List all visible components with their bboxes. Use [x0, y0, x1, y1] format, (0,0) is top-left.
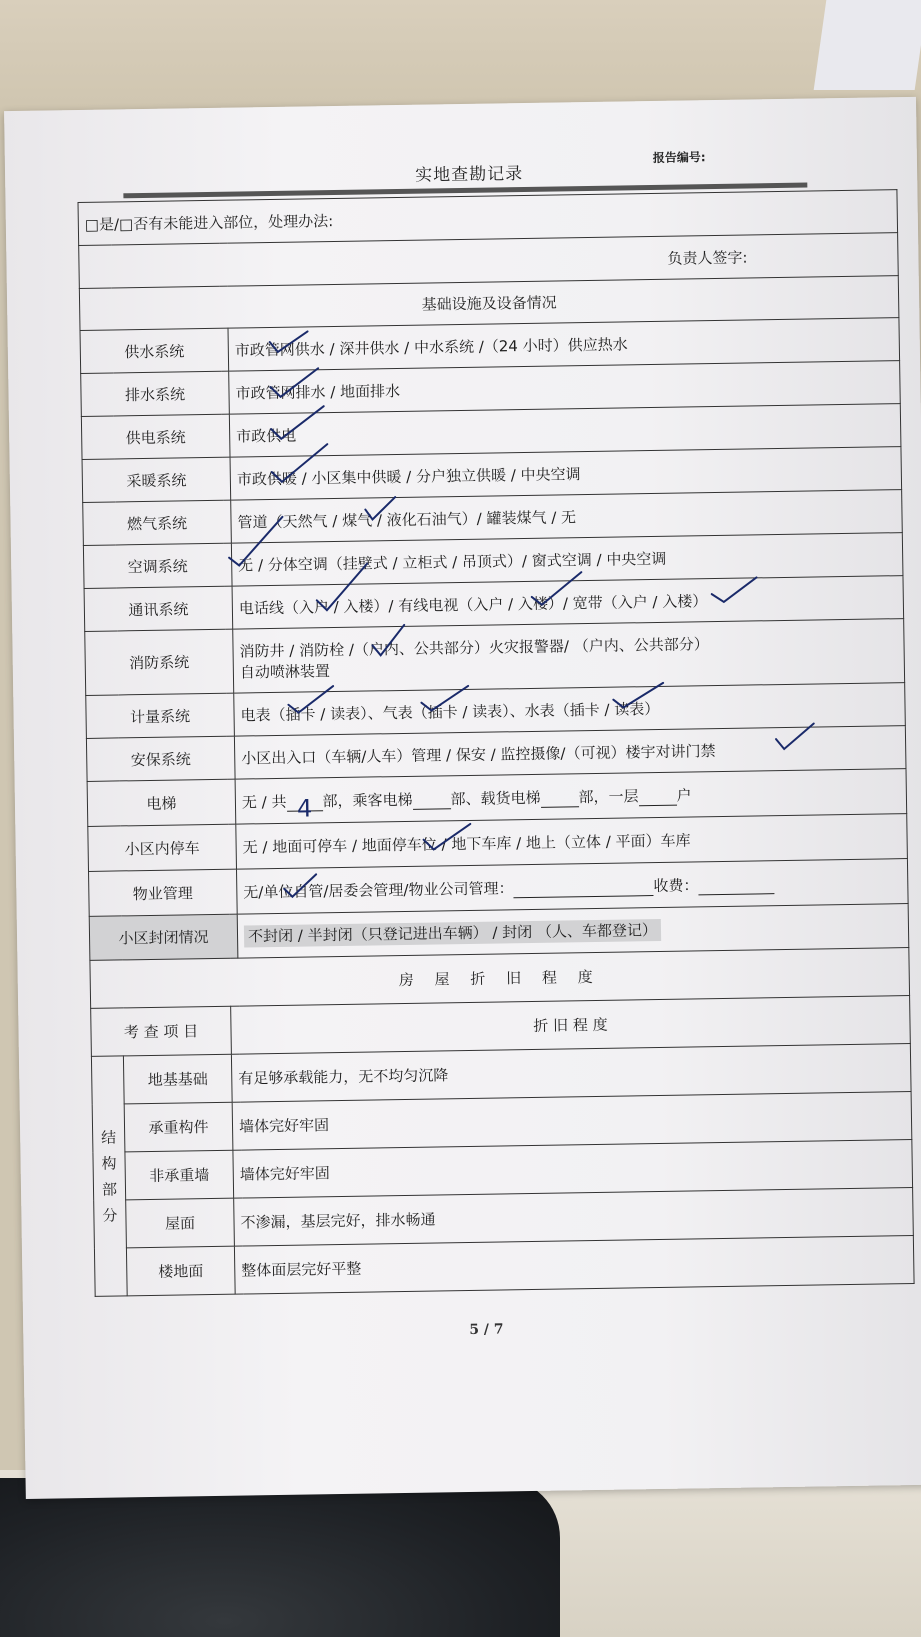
page-number: 5 / 7	[469, 1321, 504, 1339]
facility-label: 供电系统	[81, 414, 230, 459]
depreciation-section-title: 房 屋 折 旧 程 度	[90, 948, 910, 1009]
inaccessible-question: □是/□否有未能进入部位，处理办法:	[78, 190, 898, 246]
facility-value-highlighted: 不封闭 / 半封闭（只登记进出车辆） / 封闭 （人、车都登记）	[244, 919, 661, 948]
column-header-item: 考 查 项 目	[91, 1006, 232, 1056]
column-header-degree: 折 旧 程 度	[231, 996, 911, 1055]
facility-value: 无 / 分体空调（挂壁式 / 立柜式 / 吊顶式）/ 窗式空调 / 中央空调	[231, 533, 903, 587]
depreciation-item: 非承重墙	[125, 1150, 234, 1200]
facility-value: 电话线（入户 / 入楼）/ 有线电视（入户 / 入楼）/ 宽带（入户 / 入楼）	[232, 576, 904, 630]
facility-label: 空调系统	[83, 543, 232, 588]
facility-label: 供水系统	[80, 328, 229, 373]
group-char: 结	[101, 1128, 117, 1147]
dark-cloth	[0, 1478, 560, 1637]
paper-edge-background	[814, 0, 921, 90]
facility-label: 排水系统	[81, 371, 230, 416]
facility-label: 计量系统	[86, 693, 235, 738]
property-options: 无/单位自管/居委会管理/物业公司管理：	[243, 878, 514, 901]
facility-value: 市政管网供水 / 深井供水 / 中水系统 /（24 小时）供应热水	[228, 318, 900, 372]
facility-label: 消防系统	[85, 629, 234, 695]
facility-value-line1: 消防井 / 消防栓 /（户内、公共部分）火灾报警器/ （户内、公共部分）	[239, 634, 709, 661]
elevator-prefix: 无 / 共	[241, 792, 287, 812]
depreciation-desc: 有足够承载能力，无不均匀沉降	[231, 1044, 911, 1103]
report-number-label: 报告编号:	[652, 150, 706, 165]
depreciation-desc: 整体面层完好平整	[234, 1236, 914, 1295]
facility-value: 市政管网排水 / 地面排水	[229, 361, 901, 415]
facility-label: 通讯系统	[84, 586, 233, 631]
elevator-seg3: 部，一层	[578, 786, 639, 806]
facility-label: 燃气系统	[83, 500, 232, 545]
depreciation-item: 地基基础	[123, 1054, 232, 1104]
group-char: 分	[102, 1206, 118, 1225]
facility-label: 安保系统	[86, 736, 235, 781]
elevator-seg2: 部、载货电梯	[450, 788, 541, 808]
elevator-count-handwritten: 4	[296, 793, 313, 823]
facility-value: 无 / 地面可停车 / 地面停车位 / 地下车库 / 地上（立体 / 平面）车库	[236, 814, 908, 870]
depreciation-item: 楼地面	[126, 1246, 235, 1296]
facility-value: 市政供电	[229, 404, 901, 458]
inspection-table	[77, 189, 914, 1297]
facility-value	[233, 619, 905, 694]
facility-value: 市政供暖 / 小区集中供暖 / 分户独立供暖 / 中央空调	[230, 447, 902, 501]
depreciation-desc: 墙体完好牢固	[233, 1140, 913, 1199]
property-label: 物业管理	[89, 869, 238, 916]
depreciation-desc: 墙体完好牢固	[232, 1092, 912, 1151]
facility-label: 小区封闭情况	[89, 914, 238, 960]
document-page	[4, 97, 921, 1499]
facility-value: 电表（插卡 / 读表）、气表（插卡 / 读表）、水表（插卡 / 读表）	[234, 683, 906, 737]
group-char: 部	[101, 1180, 118, 1199]
facilities-section-title: 基础设施及设备情况	[79, 276, 899, 331]
group-char: 构	[101, 1154, 117, 1173]
structure-group-label	[91, 1056, 127, 1296]
facility-value-line2: 自动喷淋装置	[239, 661, 331, 682]
facility-label: 采暖系统	[82, 457, 231, 502]
facility-label: 小区内停车	[88, 824, 237, 871]
elevator-seg1: 部，乘客电梯	[322, 790, 413, 810]
elevator-label: 电梯	[87, 779, 236, 826]
depreciation-item: 承重构件	[124, 1102, 233, 1152]
document-title: 实地查勘记录	[414, 164, 524, 186]
property-fee-label: 收费：	[653, 875, 699, 895]
facility-value: 管道（天然气 / 煤气 / 液化石油气）/ 罐装煤气 / 无	[231, 490, 903, 544]
signature-label: 负责人签字:	[79, 233, 899, 289]
depreciation-item: 屋面	[126, 1198, 235, 1248]
depreciation-desc: 不渗漏，基层完好，排水畅通	[234, 1188, 914, 1247]
facility-value: 小区出入口（车辆/人车）管理 / 保安 / 监控摄像/（可视）楼宇对讲门禁	[234, 726, 906, 780]
elevator-seg4: 户	[676, 785, 692, 805]
